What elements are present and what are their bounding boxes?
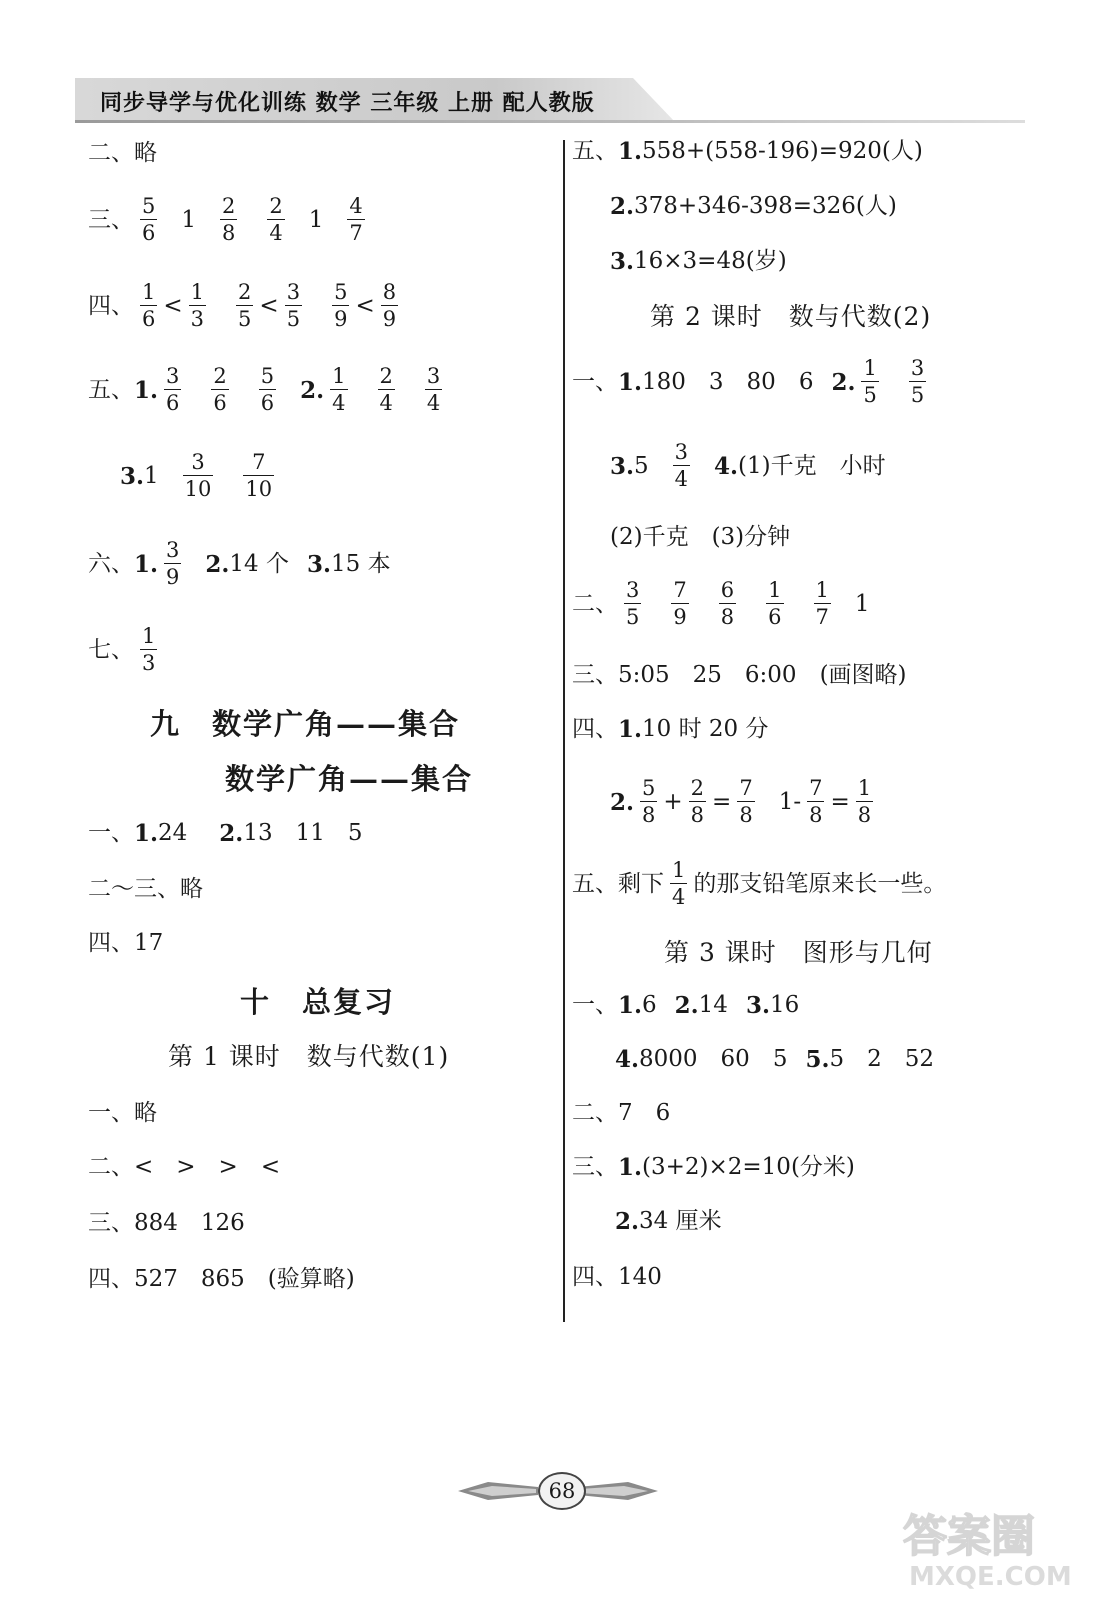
fraction: $\frac{5}{9}$ bbox=[334, 280, 348, 331]
fraction: $\frac{7}{10}$ bbox=[245, 450, 273, 501]
fraction: $\frac{5}{6}$ bbox=[142, 194, 156, 245]
answer-line: 三、884 126 bbox=[88, 1210, 245, 1236]
answer-value: 14 个 bbox=[229, 550, 289, 577]
sub-question-number: 2. bbox=[219, 820, 244, 847]
fraction: $\frac{7}{8}$ bbox=[739, 776, 753, 827]
answer-value: 1 bbox=[854, 590, 870, 617]
answer-line bbox=[120, 452, 280, 500]
question-number: 一、 bbox=[572, 992, 618, 1018]
sub-question-number: 5. bbox=[805, 1046, 830, 1073]
fraction: $\frac{1}{4}$ bbox=[672, 858, 686, 909]
sub-question-number: 3. bbox=[120, 462, 145, 490]
answer-line bbox=[88, 626, 163, 674]
equation: 558+(558-196)=920(人) bbox=[642, 138, 923, 164]
question-number: 一、 bbox=[572, 368, 618, 395]
plus-sign: + bbox=[663, 788, 683, 815]
answer-line bbox=[572, 140, 923, 163]
answer-value: 34 厘米 bbox=[639, 1208, 722, 1234]
sub-question-number: 1. bbox=[134, 376, 159, 404]
answer-line bbox=[572, 994, 799, 1017]
sub-question-number: 1. bbox=[618, 1154, 643, 1181]
fraction: $\frac{1}{8}$ bbox=[857, 776, 872, 827]
fraction: $\frac{1}{3}$ bbox=[190, 280, 205, 331]
answer-value: 13 11 5 bbox=[243, 820, 363, 846]
fraction: $\frac{2}{4}$ bbox=[379, 364, 393, 415]
sub-question-number: 2. bbox=[674, 992, 699, 1019]
sub-question-number: 2. bbox=[615, 1208, 640, 1235]
answer-text: 五、剩下 bbox=[572, 870, 664, 897]
answer-value: 6 bbox=[642, 992, 657, 1018]
answer-line: 一、略 bbox=[88, 1100, 157, 1126]
comparison-sign: < bbox=[163, 292, 183, 319]
answer-value: 5 2 52 bbox=[829, 1046, 935, 1072]
answer-line bbox=[88, 540, 391, 588]
svg-text:答案圈: 答案圈 bbox=[903, 1511, 1035, 1562]
sub-question-number: 1. bbox=[134, 550, 159, 578]
equation: 16×3=48(岁) bbox=[634, 248, 787, 274]
answer-line bbox=[572, 1156, 855, 1179]
sub-question-number: 2. bbox=[610, 193, 635, 220]
fraction: $\frac{3}{5}$ bbox=[286, 280, 301, 331]
sub-question-number: 1. bbox=[618, 716, 643, 743]
sub-question-number: 2. bbox=[610, 788, 635, 816]
answer-line bbox=[88, 822, 362, 845]
section-heading: 数学广角——集合 bbox=[225, 762, 474, 796]
question-number: 四、 bbox=[572, 716, 618, 742]
sub-question-number: 3. bbox=[306, 550, 331, 578]
fraction: $\frac{3}{4}$ bbox=[674, 440, 689, 491]
fraction: $\frac{3}{9}$ bbox=[166, 538, 180, 589]
fraction: $\frac{7}{9}$ bbox=[673, 578, 687, 629]
comparison-sign: < bbox=[259, 292, 279, 319]
fraction: $\frac{3}{10}$ bbox=[184, 450, 212, 501]
sub-question-number: 1. bbox=[618, 138, 643, 165]
fraction: $\frac{3}{5}$ bbox=[910, 356, 925, 407]
answer-line bbox=[572, 580, 870, 628]
chapter-heading: 十 总复习 bbox=[240, 985, 396, 1019]
question-number: 三、 bbox=[88, 206, 134, 233]
answer-line bbox=[610, 442, 886, 490]
answer-line bbox=[615, 1210, 722, 1233]
answer-value: (1)千克 小时 bbox=[738, 452, 886, 479]
answer-line bbox=[572, 718, 768, 741]
fraction: $\frac{8}{9}$ bbox=[382, 280, 397, 331]
sub-question-number: 3. bbox=[610, 248, 635, 275]
header-rule bbox=[75, 120, 1025, 123]
question-number: 五、 bbox=[88, 376, 134, 403]
answer-value: 1 bbox=[181, 206, 197, 233]
fraction: $\frac{2}{6}$ bbox=[213, 364, 227, 415]
question-number: 二、 bbox=[572, 590, 618, 617]
answer-value: 8000 60 5 bbox=[639, 1046, 788, 1072]
answer-line: 二～三、略 bbox=[88, 876, 203, 902]
sub-question-number: 2. bbox=[300, 376, 325, 404]
question-number: 六、 bbox=[88, 550, 134, 577]
page-number: 68 bbox=[538, 1472, 586, 1510]
answer-line: 四、140 bbox=[572, 1264, 662, 1290]
fraction: $\frac{7}{8}$ bbox=[809, 776, 823, 827]
answer-value: 24 bbox=[158, 820, 188, 846]
fraction: $\frac{1}{3}$ bbox=[142, 624, 156, 675]
equation: 378+346-398=326(人) bbox=[634, 193, 897, 219]
answer-line: 三、5:05 25 6:00 (画图略) bbox=[572, 662, 907, 688]
answer-value: 16 bbox=[769, 992, 800, 1018]
fraction: $\frac{3}{5}$ bbox=[626, 578, 640, 629]
answer-line bbox=[610, 195, 897, 218]
question-number: 一、 bbox=[88, 820, 134, 846]
question-number: 七、 bbox=[88, 636, 134, 663]
sub-question-number: 4. bbox=[714, 452, 739, 480]
fraction: $\frac{2}{4}$ bbox=[269, 194, 283, 245]
answer-line: 四、17 bbox=[88, 930, 164, 956]
sub-question-number: 4. bbox=[615, 1046, 640, 1073]
fraction: $\frac{1}{4}$ bbox=[332, 364, 346, 415]
answer-value: 1 bbox=[308, 206, 324, 233]
question-number: 四、 bbox=[88, 292, 134, 319]
question-number: 五、 bbox=[572, 138, 618, 164]
lesson-heading: 第 3 课时 图形与几何 bbox=[664, 938, 933, 967]
answer-value: 1 bbox=[144, 462, 159, 489]
fraction: $\frac{2}{8}$ bbox=[690, 776, 705, 827]
sub-question-number: 2. bbox=[831, 368, 856, 396]
answer-value: 5 bbox=[634, 452, 649, 479]
answer-line bbox=[572, 358, 932, 406]
answer-line bbox=[610, 778, 879, 826]
answer-line bbox=[88, 196, 371, 244]
sub-question-number: 3. bbox=[745, 992, 770, 1019]
fraction: $\frac{2}{5}$ bbox=[238, 280, 252, 331]
answer-line: 二、< > > < bbox=[88, 1154, 281, 1180]
equals-sign: = bbox=[712, 788, 732, 815]
answer-value: 180 3 80 6 bbox=[642, 368, 814, 395]
equals-sign: = bbox=[830, 788, 850, 815]
answer-line: 二、略 bbox=[88, 140, 157, 166]
fraction: $\frac{1}{7}$ bbox=[815, 578, 829, 629]
equation: (3+2)×2=10(分米) bbox=[642, 1154, 855, 1180]
watermark-logo bbox=[895, 1503, 1095, 1593]
fraction: $\frac{1}{5}$ bbox=[863, 356, 877, 407]
fraction: $\frac{1}{6}$ bbox=[142, 280, 156, 331]
question-number: 三、 bbox=[572, 1154, 618, 1180]
lesson-heading: 第 1 课时 数与代数(1) bbox=[168, 1042, 450, 1071]
answer-line bbox=[88, 282, 404, 330]
fraction: $\frac{1}{6}$ bbox=[768, 578, 782, 629]
sub-question-number: 1. bbox=[618, 368, 643, 396]
fraction: $\frac{6}{8}$ bbox=[720, 578, 735, 629]
answer-line: 二、7 6 bbox=[572, 1100, 671, 1126]
lesson-heading: 第 2 课时 数与代数(2) bbox=[650, 302, 932, 331]
fraction: $\frac{4}{7}$ bbox=[349, 194, 363, 245]
fraction: $\frac{3}{6}$ bbox=[166, 364, 180, 415]
sub-question-number: 1. bbox=[134, 820, 159, 847]
expression-part: 1- bbox=[778, 788, 802, 815]
answer-line: 四、527 865 (验算略) bbox=[88, 1266, 355, 1292]
answer-text: 的那支铅笔原来长一些。 bbox=[693, 870, 947, 897]
answer-line: (2)千克 (3)分钟 bbox=[610, 524, 791, 550]
sub-question-number: 3. bbox=[610, 452, 635, 480]
fraction: $\frac{3}{4}$ bbox=[426, 364, 441, 415]
answer-line bbox=[615, 1048, 934, 1071]
comparison-sign: < bbox=[355, 292, 375, 319]
book-title: 同步导学与优化训练 数学 三年级 上册 配人教版 bbox=[100, 90, 595, 116]
answer-value: 14 bbox=[698, 992, 728, 1018]
sub-question-number: 1. bbox=[618, 992, 643, 1019]
answer-value: 10 时 20 分 bbox=[642, 716, 769, 742]
fraction: $\frac{5}{8}$ bbox=[642, 776, 656, 827]
fraction: $\frac{5}{6}$ bbox=[260, 364, 275, 415]
fraction: $\frac{2}{8}$ bbox=[222, 194, 236, 245]
sub-question-number: 2. bbox=[205, 550, 230, 578]
svg-text:MXQE.COM: MXQE.COM bbox=[909, 1562, 1072, 1592]
answer-value: 15 本 bbox=[331, 550, 391, 577]
chapter-heading: 九 数学广角——集合 bbox=[150, 707, 461, 741]
column-divider bbox=[563, 140, 565, 1322]
answer-line bbox=[572, 860, 946, 908]
answer-line bbox=[88, 366, 448, 414]
answer-line bbox=[610, 250, 787, 273]
